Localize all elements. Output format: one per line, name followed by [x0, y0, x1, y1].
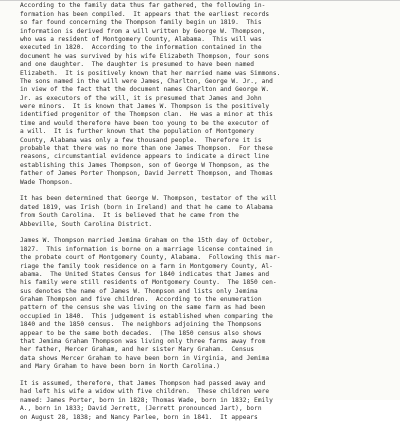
text-line: on August 28, 1838; and Nancy Parlee, born in 1841. It appears: [20, 413, 258, 421]
text-line: formation has been compiled. It appears that the earliest records: [20, 10, 270, 18]
text-line: According to the family data thus far gathered, the following in-: [20, 2, 266, 10]
text-line: Elizabeth. It is positively known that her married name was Simmons.: [20, 69, 281, 77]
text-line: a will. It is further known that the population of Montgomery: [20, 128, 255, 136]
text-line: pattern of the census she was living on the same farm as had been: [20, 304, 266, 312]
text-line: document he was survived by his wife Elizabeth Thompson, four sons: [20, 52, 270, 60]
text-line: establishing this James Thompson, son of George W Thompson, as the: [20, 161, 270, 169]
paragraph-gap: [20, 372, 384, 380]
text-line: appear to be the same both decades. (The 1850 census also shows: [20, 329, 262, 337]
text-line: had left his wife a widow with five children. These children were: [20, 388, 270, 396]
text-line: father of James Porter Thompson, David Jerrett Thompson, and Thomas: [20, 170, 273, 178]
paragraph-gap: [20, 187, 384, 195]
text-line: his family were still residents of Montgomery County. The 1850 cen-: [20, 279, 277, 287]
text-line: were minors. It is known that James W. Thompson is the positively: [20, 103, 270, 111]
text-line: Jr. as executors of the will, it is presumed that James and John: [20, 94, 262, 102]
text-line: 1840 and the 1850 census. The neighbors adjoining the Thompsons: [20, 321, 262, 329]
text-line: the probate court of Montgomery County, Alabama. Following this mar-: [20, 254, 281, 262]
paragraph-gap: [20, 229, 384, 237]
text-line: time and would therefore have been too young to be the executor of: [20, 119, 270, 127]
text-line: riage the family took residence on a farm in Montgomery County, Al-: [20, 262, 273, 270]
text-line: named: James Porter, born in 1828; Thomas Wade, born in 1832; Emily: [20, 396, 273, 404]
text-line: The sons named in the will were James, Charlton, George W. Jr., and: [20, 77, 273, 85]
paragraph: [20, 380, 384, 422]
text-line: sus denotes the name of James W. Thompson and lists only Jemima: [20, 287, 258, 295]
text-line: from South Carolina. It is believed that he came from the: [20, 212, 239, 220]
text-line: her father, Mercer Graham, and her sister Mary Graham. Census: [20, 346, 255, 354]
text-line: County, Alabama was only a few thousand people. Therefore it is: [20, 136, 262, 144]
text-line: abama. The United States Census for 1840 indicates that James and: [20, 270, 270, 278]
text-line: in view of the fact that the document names Charlton and George W.: [20, 86, 270, 94]
text-line: Graham Thompson and five children. According to the enumeration: [20, 296, 262, 304]
text-line: It has been determined that George W. Thompson, testator of the will: [20, 195, 277, 203]
text-line: 1827. This information is borne on a marriage license contained in: [20, 245, 273, 253]
text-line: who was a resident of Montgomery County, Alabama. This will was: [20, 35, 262, 43]
paragraph: [20, 0, 384, 187]
text-line: dated 1819, was Irish (born in Ireland) and that he came to Alabama: [20, 203, 273, 211]
text-line: Abbeville, South Carolina District.: [20, 220, 153, 228]
text-line: data shows Mercer Graham to have been born in Virginia, and Jemima: [20, 354, 270, 362]
text-line: Wade Thompson.: [20, 178, 73, 186]
text-line: identified progenitor of the Thompson clan. He was a minor at this: [20, 111, 273, 119]
text-line: so far found concerning the Thompson family begin un 1819. This: [20, 19, 262, 27]
text-line: executed in 1820. According to the information contained in the: [20, 44, 262, 52]
text-line: that Jemima Graham Thompson was living only three farms away from: [20, 338, 266, 346]
text-line: probable that there was no more than one James Thompson. For these: [20, 145, 273, 153]
text-line: occupied in 1840. This judgement is established when comparing the: [20, 312, 273, 320]
text-line: reasons, circumstantial evidence appears to indicate a direct line: [20, 153, 270, 161]
text-line: information is derived from a will written by George W. Thompson,: [20, 27, 266, 35]
text-line: It is assumed, therefore, that James Thompson had passed away and: [20, 379, 266, 387]
document-body: [20, 0, 384, 422]
text-line: and Mary Graham to have been born in North Carolina.): [20, 363, 221, 371]
text-line: A., born in 1833; David Jerrett, (Jerrett pronounced Jart), born: [20, 405, 262, 413]
text-line: James W. Thompson married Jemima Graham on the 15th day of October,: [20, 237, 273, 245]
paragraph: [20, 195, 384, 229]
text-line: and one daughter. The daughter is presumed to have been named: [20, 61, 255, 69]
paragraph: [20, 237, 384, 371]
